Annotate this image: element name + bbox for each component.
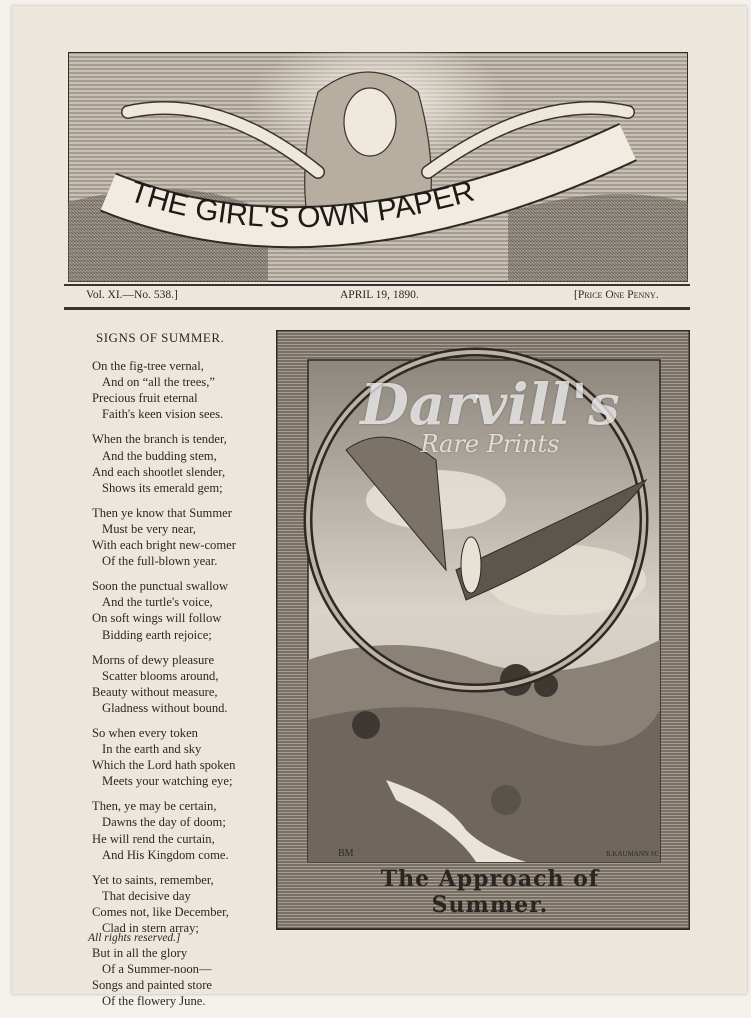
poem-line: But in all the glory (92, 946, 188, 961)
watermark-line2: Rare Prints (420, 430, 560, 458)
issue-date: APRIL 19, 1890. (340, 289, 419, 301)
poem-stanza (92, 431, 272, 495)
poem-line: Beauty without measure, (92, 684, 218, 699)
poem-line: He will rend the curtain, (92, 831, 215, 846)
poem-line: Songs and painted store (92, 978, 212, 993)
dateline (86, 289, 686, 305)
watermark-line1: Darvill's (360, 372, 620, 438)
poem-line: And His Kingdom come. (102, 847, 229, 862)
poem-line: Dawns the day of doom; (102, 815, 226, 830)
poem-line: Bidding earth rejoice; (102, 627, 212, 642)
poem-stanza (92, 798, 272, 862)
poem-line: Clad in stern array; (102, 921, 199, 935)
masthead-engraving (68, 52, 688, 282)
poem-line: And on “all the trees,” (102, 375, 215, 390)
poem-line: Soon the punctual swallow (92, 579, 229, 594)
poem-line: When the branch is tender, (92, 432, 227, 447)
illustration-approach-of-summer (276, 330, 690, 930)
masthead-title: THE GIRL'S OWN PAPER (125, 174, 478, 235)
poem-line: And the budding stem, (102, 448, 217, 463)
poem-line: That decisive day (102, 888, 191, 903)
divider-top (64, 284, 690, 286)
poem-line: In the earth and sky (102, 742, 202, 757)
poem-line: Faith's keen vision sees. (102, 407, 224, 422)
divider-bottom (64, 307, 690, 310)
poem-line: With each bright new-comer (92, 538, 236, 553)
poem-line: Shows its emerald gem; (102, 480, 223, 495)
poem-line: Then, ye may be certain, (92, 799, 217, 814)
volume-number: Vol. XI.—No. 538.] (86, 289, 178, 301)
poem-line: Must be very near, (102, 521, 196, 536)
poem-stanza (92, 652, 272, 716)
poem-line: And each shootlet slender, (92, 464, 226, 479)
poem-stanza (92, 872, 272, 936)
poem-line: On soft wings will follow (92, 611, 222, 626)
poem-line: So when every token (92, 725, 198, 740)
poem-line: Of the flowery June. (102, 994, 206, 1009)
poem-line: Comes not, like December, (92, 904, 229, 919)
poem-line: And the turtle's voice, (102, 595, 213, 610)
poem-line: Of the full-blown year. (102, 554, 218, 569)
poem-line: Which the Lord hath spoken (92, 758, 236, 773)
poem-line: Gladness without bound. (102, 700, 228, 715)
poem-line: Meets your watching eye; (102, 774, 233, 789)
poem-stanza (92, 358, 272, 422)
poem-line: Then ye know that Summer (92, 505, 232, 520)
poem-title: SIGNS OF SUMMER. (96, 330, 225, 345)
poem-stanza (92, 725, 272, 789)
poem (92, 330, 272, 1018)
illustration-caption: The Approach of Summer. (380, 866, 600, 918)
poem-line: Precious fruit eternal (92, 391, 198, 406)
poem-stanza (92, 578, 272, 642)
poem-line: Scatter blooms around, (102, 668, 219, 683)
poem-line: Yet to saints, remember, (92, 872, 214, 887)
poem-stanza (92, 505, 272, 569)
engraver-signature-right: R.KAUMANN SC (606, 850, 660, 858)
poem-line: Of a Summer-noon— (102, 962, 212, 977)
poem-line: Morns of dewy pleasure (92, 652, 215, 667)
poem-line: On the fig-tree vernal, (92, 359, 204, 374)
rights-notice: All rights reserved.] (88, 932, 181, 944)
price: [Price One Penny. (574, 289, 659, 301)
artist-signature-left: BM (338, 848, 354, 859)
